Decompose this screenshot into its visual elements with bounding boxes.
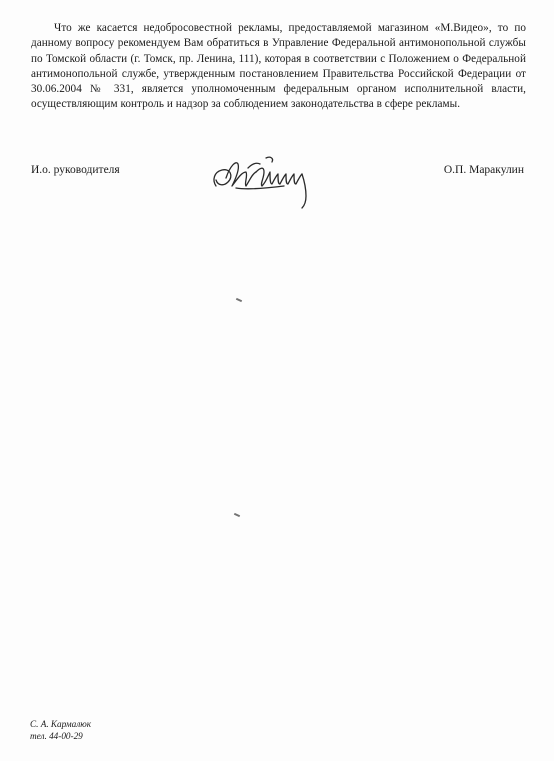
letter-body-paragraph: Что же касается недобросовестной рекламы, предоставляемой магазином «М.Видео», то по данному вопросу рекомендуем Вам обратиться в Управление Федеральной антимонопольной службы по Томской области (г. Томск, пр. Ленина, 111), которая в соответствии с Положением о Федеральной антимонопольной службе, утвержденным постановлением Правительства Российской Федерации от 30.06.2004 № 331, является уполномоченным федеральным органом исполнительной власти, осуществляющим контроль и надзор за соблюдением законодательства в сфере рекламы. xyxy=(31,22,526,111)
executor-name: С. А. Кармалюк xyxy=(30,719,91,729)
signer-name: О.П. Маракулин xyxy=(443,164,524,176)
scan-speck xyxy=(236,298,242,302)
handwritten-signature xyxy=(208,150,338,212)
executor-footer xyxy=(30,719,91,742)
signature-block xyxy=(31,164,526,214)
executor-phone: тел. 44-00-29 xyxy=(30,730,83,741)
scan-speck xyxy=(234,513,240,517)
signer-position-title: И.о. руководителя xyxy=(31,164,120,176)
